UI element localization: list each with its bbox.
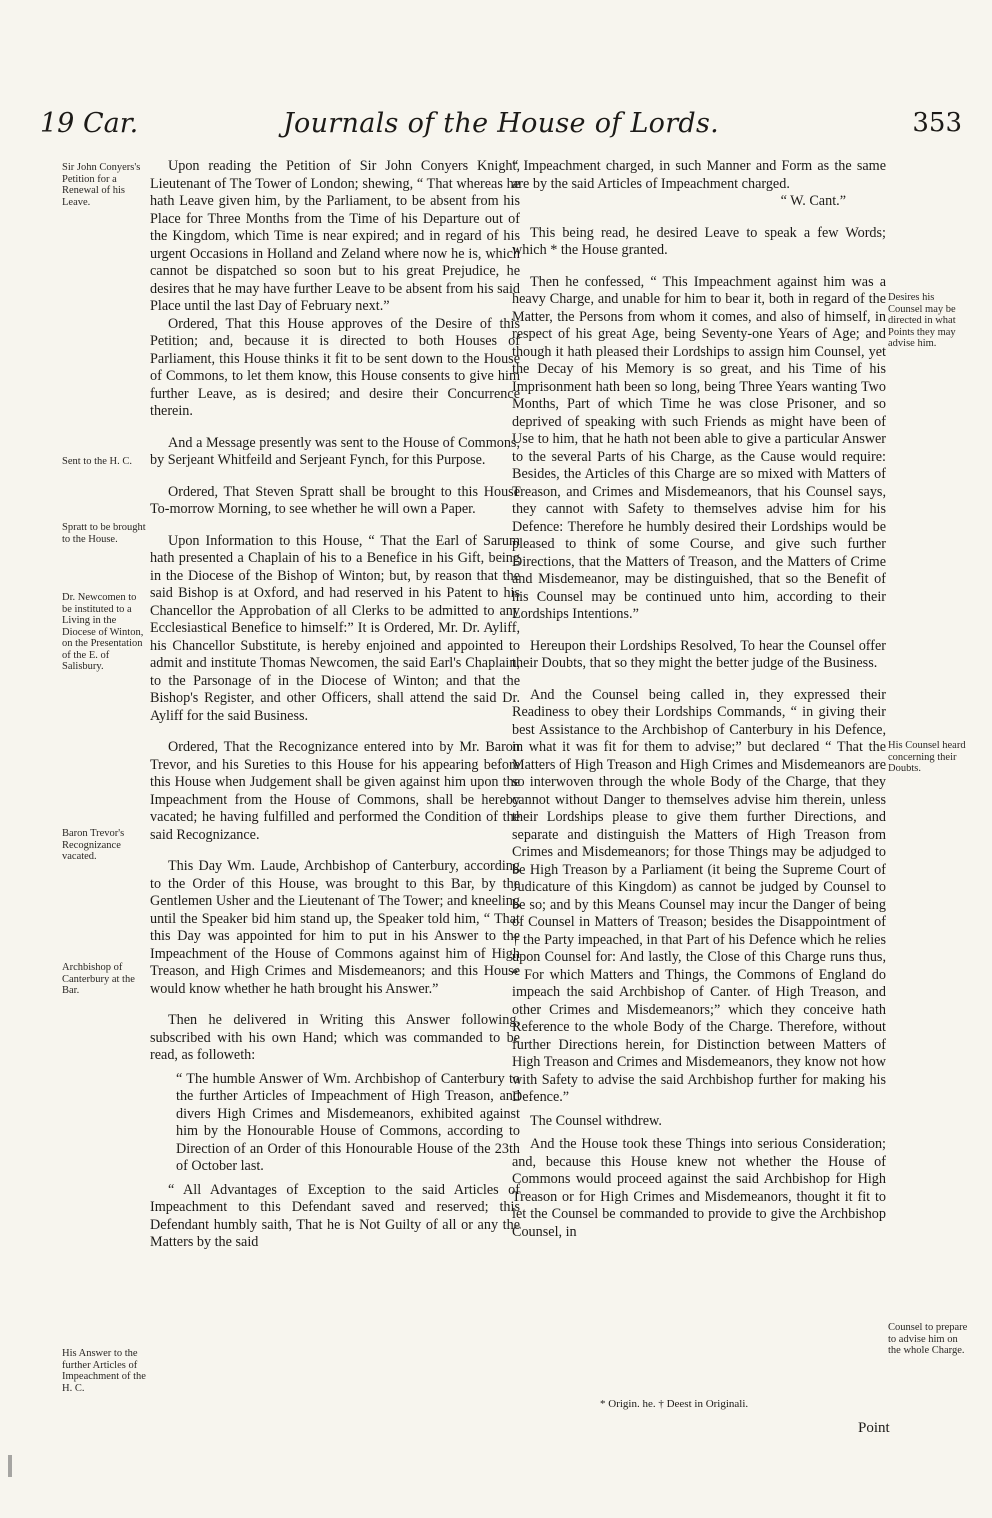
running-title: Journals of the House of Lords.: [282, 108, 720, 139]
margin-note-counsel-prepare: Counsel to prepare to advise him on the whole Charge.: [888, 1322, 968, 1356]
footnote: * Origin. he. † Deest in Originali.: [600, 1398, 749, 1410]
margin-note-trevor: Baron Trevor's Recognizance vacated.: [62, 828, 125, 862]
paragraph: Upon reading the Petition of Sir John Conyers Knight, Lieutenant of The Tower of London; shewing, “ That whereas he hath Leave given him, by the Parliament, to be absent from his Place for Three Months from the Time of his Departure out of the Kingdom, which Time is near expired; and in regard of his urgent Occasions in Holland and Zeland where now he is, which cannot be dispatched so soon but to his great Prejudice, he desires that he may have further Leave to be absent from his said Place until the last Day of February next.”: [150, 158, 520, 314]
quoted-answer-heading: “ The humble Answer of Wm. Archbishop of Canterbury to the further Articles of Impeachment of High Treason, and divers High Crimes and Misdemeanors, exhibited against him by the Honourable House of Commons, according to Direction of an Order of this Honourable House of the 23th of October last.: [176, 1070, 520, 1174]
right-column: [512, 158, 886, 1241]
paragraph: Ordered, That this House approves of the Desire of this Petition; and, because it is directed to both Houses of Parliament, this House thinks it fit to be sent down to the House of Commons, to let them know, this House consents to give him further Leave, as is desired; and desire their Concurrence therein.: [150, 315, 520, 419]
paragraph: This being read, he desired Leave to speak a few Words; which * the House granted.: [512, 224, 886, 258]
left-column: [150, 158, 520, 1252]
paragraph: This Day Wm. Laude, Archbishop of Canterbury, according to the Order of this House, was brought to this Bar, by the Gentlemen Usher and the Lieutenant of The Tower; and kneeling until the Speaker bid him stand up, the Speaker told him, “ That this Day was appointed for him to put in his Answer to the Impeachment of the House of Commons against him of High Treason, and High Crimes and Misdemeanors; and this House would know whether he hath brought his Answer.”: [150, 858, 520, 997]
paragraph: And the House took these Things into serious Consideration; and, because this House knew not whether the House of Commons would proceed against the said Archbishop for High Treason or for High Crimes and Misdemeanors, thought it fit to let the Counsel be commanded to provide to give the Archbishop Counsel, in: [512, 1136, 886, 1240]
paragraph: Ordered, That the Recognizance entered into by Mr. Baron Trevor, and his Sureties to this House for his appearing before this House when Judgement shall be given against him upon the Impeachment from the House of Commons, shall be hereby vacated; he having fulfilled and performed the Condition of the said Recognizance.: [150, 739, 520, 843]
margin-note-archbishop-bar: Archbishop of Canterbury at the Bar.: [62, 962, 135, 996]
paragraph: Then he confessed, “ This Impeachment against him was a heavy Charge, and unable for him to bear it, both in regard of the Matter, the Persons from whom it comes, and also of himself, in respect of his great Age, being Seventy-one Years of Age; and though it hath pleased their Lordships to assign him Counsel, yet the Decay of his Memory is so great, and his Time of his Imprisonment hath been so long, being Three Years wanting Two Months, Part of which Time he was close Prisoner, and so deprived of speaking with such Friends as might have been of Use to him, that he hath not been able to give a particular Answer to the several Parts of his Charge, as the Cause would require: Besides, the Articles of this Charge are so mixed with Matters of Treason, and Crimes and Misdemeanors, that his Counsel says, they cannot with Safety to themselves advise him for his Defence: Therefore he humbly desired their Lordships would be pleased to think of some Course, and give such further Directions, that the Matters of Treason, and the Matters of Crime and Misdemeanor, may be distinguished, that so the Benefit of his Counsel may be continued unto him, according to their Lordships Intentions.”: [512, 273, 886, 622]
regnal-year: 19 Car.: [40, 108, 139, 139]
margin-note-counsel-directed: Desires his Counsel may be directed in what Points they may advise him.: [888, 292, 956, 349]
signature: “ W. Cant.”: [780, 193, 846, 209]
paragraph: “ All Advantages of Exception to the said Articles of Impeachment to this Defendant saved and reserved; this Defendant humbly saith, That he is Not Guilty of all or any the Matters by the said: [150, 1181, 520, 1250]
margin-note-counsel-heard: His Counsel heard concerning their Doubts.: [888, 740, 966, 774]
paragraph: Ordered, That Steven Spratt shall be brought to this House To-morrow Morning, to see whether he will own a Paper.: [150, 483, 520, 517]
paragraph: Then he delivered in Writing this Answer following, subscribed with his own Hand; which was commanded to be read, as followeth:: [150, 1012, 520, 1063]
paragraph: The Counsel withdrew.: [530, 1112, 662, 1129]
page-number: 353: [912, 108, 962, 138]
margin-note-answer: His Answer to the further Articles of Impeachment of the H. C.: [62, 1348, 146, 1394]
paragraph: And the Counsel being called in, they expressed their Readiness to obey their Lordships Commands, “ in giving their best Assistance to the Archbishop of Canterbury in his Defence, in what it was fit for them to advise;” but declared “ That the Matters of High Treason and High Crimes and Misdemeanors are so interwoven through the whole Body of the Charge, that they cannot without Danger to themselves advise him therein, unless their Lordships please to give them further Directions, and separate and distinguish the Matters of High Treason from Crimes and Misdemeanors; for those Things may be adjudged to be High Treason by a Parliament (it being the Supreme Court of Judicature of this Kingdom) as cannot be judged by Counsel to be so; and by this Means Counsel may incur the Danger of being of Counsel in Matters of Treason; besides the Disappointment of † the Party impeached, in that Part of his Defence which he relies upon Counsel for: And lastly, the Close of this Charge runs thus, “ For which Matters and Things, the Commons of England do impeach the said Archbishop of Canter. of High Treason, and other Crimes and Misdemeanors;” which they conceive hath Reference to the whole Body of the Charge. Therefore, without further Directions herein, for Distinction between Matters of High Treason and Crimes and Misdemeanors, they know not how with Safety to advise the said Archbishop further for making his Defence.”: [512, 686, 886, 1105]
margin-note-sent-hc: Sent to the H. C.: [62, 456, 132, 467]
margin-note-spratt: Spratt to be brought to the House.: [62, 522, 146, 545]
margin-note-newcomen: Dr. Newcomen to be instituted to a Living in the Diocese of Winton, on the Presentation of the E. of Salisbury.: [62, 592, 144, 672]
ink-mark: [8, 1455, 12, 1477]
paragraph: Upon Information to this House, “ That the Earl of Sarum hath presented a Chaplain of his to a Benefice in his Gift, being in the Diocese of the Bishop of Winton; but, by reason that the said Bishop is at Oxford, and had reserved in his Patent to his Chancellor the Approbation of all Clerks to be admitted to any Ecclesiastical Benefice to himself:” It is Ordered, Mr. Dr. Ayliff, his Chancellor Substitute, is hereby enjoined and appointed to admit and institute Thomas Newcomen, the said Earl's Chaplain, to the Parsonage of in the Diocese of Winton; and that the Bishop's Register, and other Officers, shall attend the said Dr. Ayliff for the said Business.: [150, 532, 520, 724]
catchword: Point: [858, 1420, 890, 1436]
margin-note-conyers: Sir John Conyers's Petition for a Renewal of his Leave.: [62, 162, 141, 208]
page-header: [40, 108, 962, 148]
paragraph: “ Impeachment charged, in such Manner and Form as the same are by the said Articles of Impeachment charged.: [512, 158, 886, 192]
paragraph: Hereupon their Lordships Resolved, To hear the Counsel offer their Doubts, that so they might the better judge of the Business.: [512, 637, 886, 671]
paragraph: And a Message presently was sent to the House of Commons, by Serjeant Whitfeild and Serjeant Fynch, for this Purpose.: [150, 434, 520, 468]
